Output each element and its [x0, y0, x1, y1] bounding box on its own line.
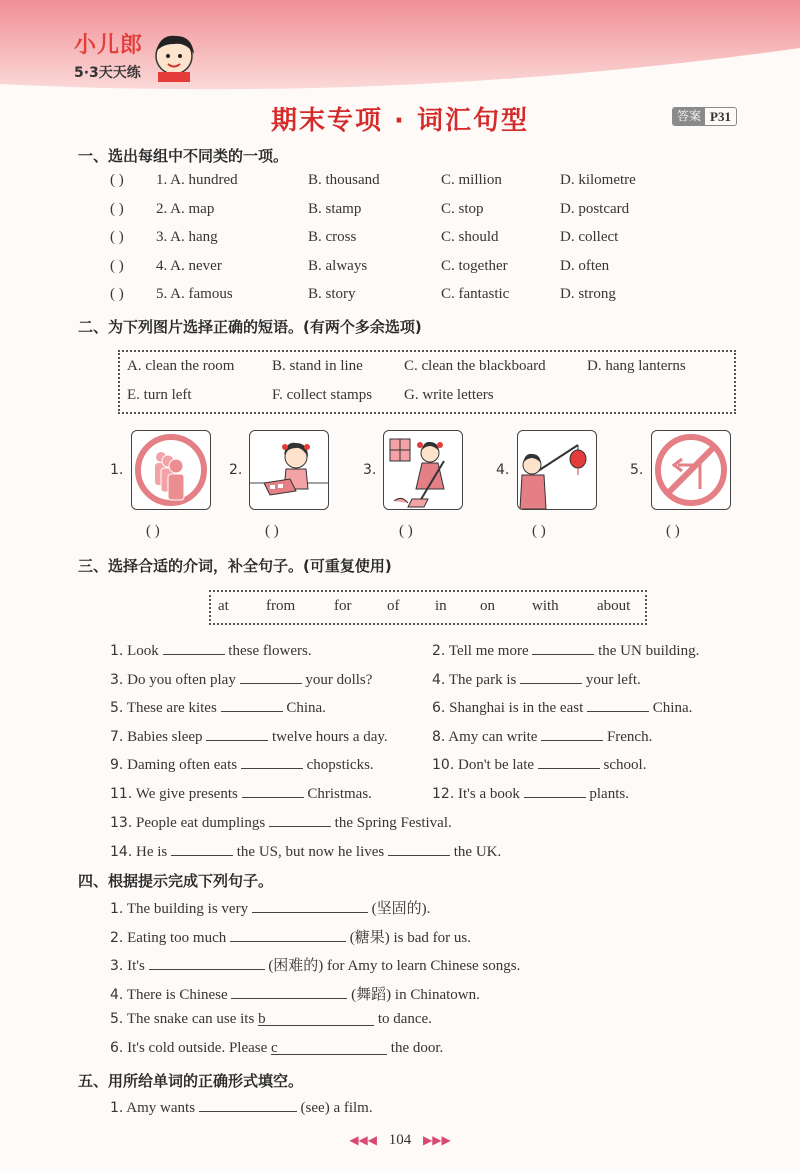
s3-number: 4.: [432, 671, 446, 688]
word-for: for: [334, 598, 352, 614]
s4-answer-blank[interactable]: [149, 955, 265, 970]
s4-number: 5.: [110, 1011, 124, 1028]
turn-left-sign-icon: [652, 431, 730, 509]
page-footer: [0, 1132, 800, 1149]
s3-question-9: [110, 754, 374, 774]
s3-text-pre: He is: [136, 844, 168, 860]
s4-hint: to dance.: [377, 1011, 432, 1028]
word-on: on: [480, 598, 495, 614]
s3-text-post: the UN building.: [598, 643, 700, 659]
s3-answer-blank[interactable]: [171, 841, 233, 856]
q3-answer-bracket[interactable]: ( ): [110, 229, 124, 245]
q3-option-a: 3. A. hang: [156, 229, 218, 245]
page-title: 期末专项 · 词汇句型: [271, 106, 529, 136]
boy-with-lantern-icon: [518, 431, 596, 509]
s3-number: 13.: [110, 815, 133, 831]
s3-question-6: [432, 697, 692, 717]
s3-answer-blank[interactable]: [587, 697, 649, 712]
pic-collect-stamps: [249, 430, 329, 510]
s3-text-post: China.: [286, 700, 326, 717]
section-4-heading: 四、根据提示完成下列句子。: [78, 872, 274, 890]
word-at: at: [218, 598, 229, 614]
brand-subtitle: 5·3天天练: [74, 65, 141, 81]
s3-question-5: [110, 697, 326, 717]
pic-2-answer[interactable]: ( ): [265, 523, 279, 539]
s3-answer-blank[interactable]: [541, 726, 603, 741]
q5-option-d: D. strong: [560, 286, 616, 302]
s3-answer-blank[interactable]: [524, 783, 586, 798]
s3-number: 8.: [432, 728, 446, 745]
s4-number: 1.: [110, 901, 124, 917]
pic-5-answer[interactable]: ( ): [666, 523, 680, 539]
q4-answer-bracket[interactable]: ( ): [110, 257, 124, 274]
s3-text-pre: People eat dumplings: [136, 815, 266, 831]
pic-2-number: 2.: [229, 462, 243, 478]
s3-text-pre: The park is: [448, 671, 517, 688]
s3-answer-blank[interactable]: [538, 754, 600, 769]
s3-question-14: [110, 841, 501, 861]
answer-page: P31: [710, 108, 731, 124]
s3-text-post: Christmas.: [307, 786, 372, 802]
s4-text-pre: It's: [127, 958, 145, 975]
mascot-icon: [150, 30, 198, 82]
girl-sweeping-icon: [384, 431, 462, 509]
s3-text-pre: It's a book: [458, 786, 520, 802]
q4-option-d: D. often: [560, 257, 610, 274]
word-in: in: [435, 598, 447, 614]
q1-answer-bracket[interactable]: ( ): [110, 172, 124, 188]
s3-number: 9.: [110, 757, 124, 774]
s4-answer-blank[interactable]: [230, 927, 346, 942]
word-about: about: [597, 598, 631, 614]
q5-option-b: B. story: [308, 286, 356, 302]
s3-text-pre: Amy can write: [448, 728, 538, 745]
pic-stand-in-line: [131, 430, 211, 510]
s3-question-7: [110, 726, 388, 746]
q1-option-a: 1. A. hundred: [156, 172, 238, 188]
q5-option-c: C. fantastic: [441, 286, 510, 302]
q3-option-c: C. should: [441, 229, 499, 245]
s3-text-post: the UK.: [453, 844, 502, 860]
section-3-heading: 三、选择合适的介词，补全句子。(可重复使用): [78, 557, 392, 575]
s3-answer-blank[interactable]: [240, 669, 302, 684]
s3-number: 7.: [110, 728, 124, 745]
s4-answer-blank[interactable]: c: [271, 1040, 387, 1055]
q4-option-c: C. together: [441, 257, 508, 274]
s3-number: 3.: [110, 671, 124, 688]
s3-answer-blank[interactable]: [242, 783, 304, 798]
s4-question-2: [110, 926, 471, 947]
s3-question-10: [432, 754, 646, 774]
s3-answer-blank[interactable]: [206, 726, 268, 741]
section-2-heading: 二、为下列图片选择正确的短语。(有两个多余选项): [78, 318, 422, 336]
s3-text-pre: Do you often play: [127, 671, 236, 688]
s3-text-pre: Babies sleep: [127, 728, 203, 745]
section-1-heading: 一、选出每组中不同类的一项。: [78, 147, 289, 165]
s3-number: 12.: [432, 786, 455, 802]
word-from: from: [266, 598, 296, 614]
s3-question-2: [432, 640, 699, 660]
q2-option-a: 2. A. map: [156, 200, 215, 217]
s3-number: 10.: [432, 757, 455, 774]
pic-4-number: 4.: [496, 462, 510, 478]
pic-hang-lanterns: [517, 430, 597, 510]
s3-text-pre: Shanghai is in the east: [449, 700, 584, 717]
s4-number: 4.: [110, 986, 124, 1003]
s4-answer-blank[interactable]: [231, 984, 347, 999]
prev-arrows-icon: ◀◀◀: [349, 1133, 377, 1147]
s4-question-4: [110, 983, 480, 1004]
answer-reference: [672, 107, 737, 126]
s4-number: 6.: [110, 1040, 124, 1056]
q2-answer-bracket[interactable]: ( ): [110, 200, 124, 217]
s4-number: 3.: [110, 958, 124, 975]
s3-answer-blank[interactable]: [269, 812, 331, 827]
brand-logo: 小儿郎: [74, 33, 144, 58]
page-number: 104: [388, 1132, 412, 1148]
word-of: of: [387, 598, 400, 614]
s3-text-pre: Look: [127, 643, 159, 659]
s3-question-13: [110, 812, 452, 832]
s3-text-pre: Don't be late: [458, 757, 535, 774]
s4-text-pre: There is Chinese: [126, 986, 228, 1003]
option-g: G. write letters: [404, 387, 494, 403]
pic-4-answer[interactable]: ( ): [532, 523, 546, 539]
s4-text-pre: The building is very: [126, 901, 249, 917]
s4-text-pre: Eating too much: [127, 929, 227, 946]
s5-q1-text-pre: Amy wants: [126, 1100, 196, 1116]
s3-text-mid: the US, but now he lives: [236, 844, 385, 860]
s3-question-8: [432, 726, 652, 746]
section-5-heading: 五、用所给单词的正确形式填空。: [78, 1072, 304, 1090]
girl-with-album-icon: [250, 431, 328, 509]
s3-text-post: twelve hours a day.: [272, 728, 388, 745]
q2-option-b: B. stamp: [308, 200, 362, 217]
word-with: with: [532, 598, 559, 614]
s4-hint: the door.: [390, 1040, 444, 1056]
s3-text-pre: We give presents: [135, 786, 238, 802]
s3-answer-blank[interactable]: [532, 640, 594, 655]
option-e: E. turn left: [127, 387, 192, 403]
s3-number: 2.: [432, 643, 446, 659]
s5-q1-blank[interactable]: [199, 1097, 297, 1112]
s3-answer-blank[interactable]: [221, 697, 283, 712]
s3-question-4: [432, 669, 641, 689]
s3-text-post: school.: [603, 757, 647, 774]
q1-option-c: C. million: [441, 172, 502, 188]
s3-text-post: the Spring Festival.: [334, 815, 452, 831]
s4-hint: (糖果) is bad for us.: [349, 929, 471, 946]
s4-hint: (坚固的).: [371, 901, 431, 917]
option-a: A. clean the room: [127, 358, 235, 374]
s3-text-pre: Daming often eats: [127, 757, 238, 774]
option-d: D. hang lanterns: [587, 358, 686, 374]
option-f: F. collect stamps: [272, 387, 373, 403]
s5-question-1: [110, 1097, 373, 1117]
q3-option-d: D. collect: [560, 229, 619, 245]
q1-option-b: B. thousand: [308, 172, 380, 188]
s4-question-6: [110, 1040, 443, 1057]
q2-option-c: C. stop: [441, 200, 484, 217]
answer-label: 答案: [673, 108, 705, 125]
s3-text-post: chopsticks.: [306, 757, 374, 774]
s3-question-12: [432, 783, 629, 803]
pic-1-number: 1.: [110, 462, 124, 478]
s5-q1-text-post: (see) a film.: [300, 1100, 373, 1116]
pic-3-answer[interactable]: ( ): [399, 523, 413, 539]
option-c: C. clean the blackboard: [404, 358, 546, 374]
s3-text-pre: These are kites: [126, 700, 217, 717]
option-b: B. stand in line: [272, 358, 363, 374]
next-arrows-icon: ▶▶▶: [423, 1133, 451, 1147]
s3-text-post: plants.: [589, 786, 629, 802]
pic-1-answer[interactable]: ( ): [146, 523, 160, 539]
pic-turn-left: [651, 430, 731, 510]
s5-q1-number: 1.: [110, 1100, 124, 1116]
s3-text-pre: Tell me more: [448, 643, 529, 659]
q1-option-d: D. kilometre: [560, 172, 636, 188]
s3-answer-blank[interactable]: [520, 669, 582, 684]
s3-number: 6.: [432, 700, 446, 717]
s3-text-post: French.: [606, 728, 653, 745]
s3-answer-blank[interactable]: [163, 640, 225, 655]
s4-hint: (舞蹈) in Chinatown.: [351, 986, 480, 1003]
q5-option-a: 5. A. famous: [156, 286, 233, 302]
s3-answer-blank[interactable]: [241, 754, 303, 769]
s3-text-post: these flowers.: [228, 643, 312, 659]
pic-3-number: 3.: [363, 462, 377, 478]
s4-question-3: [110, 954, 520, 975]
s3-answer-blank-2[interactable]: [388, 841, 450, 856]
s3-number: 14.: [110, 844, 133, 860]
s3-question-11: [110, 783, 372, 803]
s4-question-1: [110, 897, 430, 918]
q4-option-a: 4. A. never: [156, 257, 222, 274]
s3-number: 5.: [110, 700, 124, 717]
s3-question-1: [110, 640, 312, 660]
pic-5-number: 5.: [630, 462, 644, 478]
s4-text-pre: The snake can use its: [126, 1011, 255, 1028]
q2-option-d: D. postcard: [560, 200, 630, 217]
queue-people-icon: [132, 431, 210, 509]
s4-number: 2.: [110, 929, 124, 946]
s4-answer-blank[interactable]: [252, 898, 368, 913]
s3-number: 11.: [110, 786, 133, 802]
s4-hint: (困难的) for Amy to learn Chinese songs.: [268, 958, 521, 975]
pic-clean-the-room: [383, 430, 463, 510]
s3-text-post: your left.: [585, 671, 641, 688]
s3-number: 1.: [110, 643, 124, 659]
q5-answer-bracket[interactable]: ( ): [110, 286, 124, 302]
s3-question-3: [110, 669, 372, 689]
s4-answer-blank[interactable]: b: [258, 1011, 374, 1026]
s4-question-5: [110, 1011, 432, 1028]
q4-option-b: B. always: [308, 257, 368, 274]
s3-text-post: China.: [652, 700, 693, 717]
q3-option-b: B. cross: [308, 229, 357, 245]
s4-text-pre: It's cold outside. Please: [127, 1040, 268, 1056]
s3-text-post: your dolls?: [305, 671, 373, 688]
